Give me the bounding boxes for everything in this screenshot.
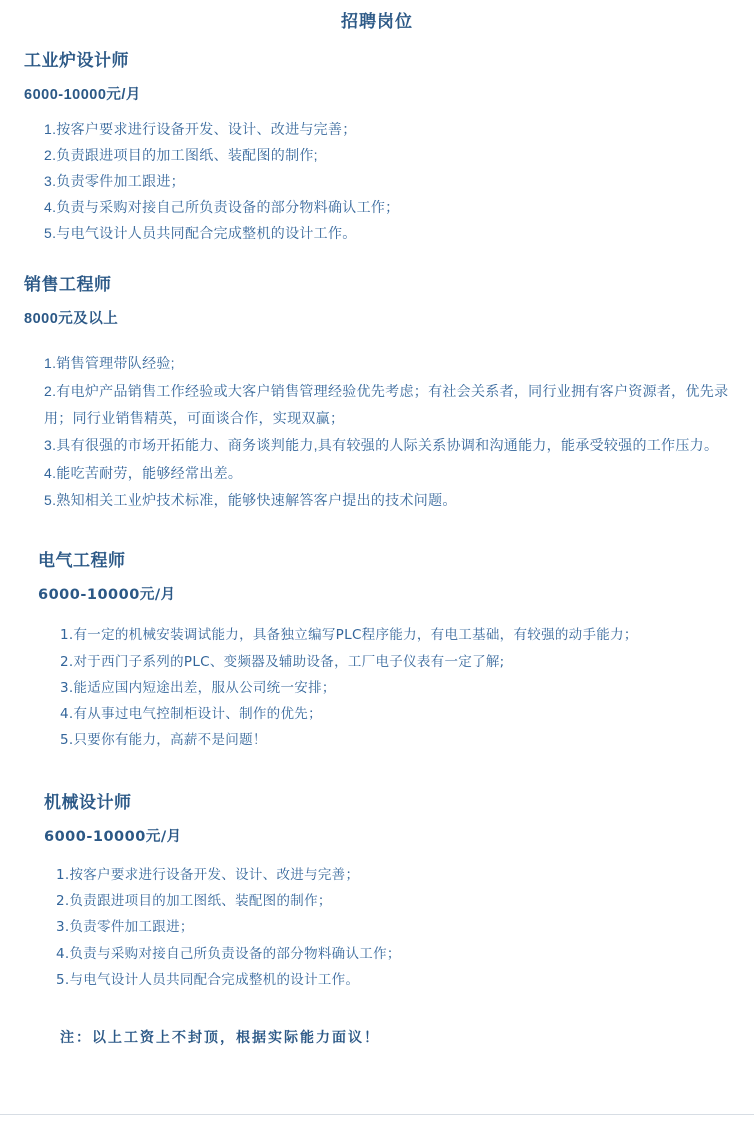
job-title: 电气工程师 xyxy=(38,551,126,571)
job-requirement-item: 3.具有很强的市场开拓能力、商务谈判能力,具有较强的人际关系协调和沟通能力，能承受较强的工作压力。 xyxy=(44,437,719,454)
job-requirement-item: 5.与电气设计人员共同配合完成整机的设计工作。 xyxy=(56,972,360,989)
job-salary: 8000元及以上 xyxy=(24,311,119,328)
job-requirement-item: 2.负责跟进项目的加工图纸、装配图的制作; xyxy=(44,146,318,163)
job-requirements xyxy=(18,117,736,246)
job-requirement-item: 5.熟知相关工业炉技术标准，能够快速解答客户提出的技术问题。 xyxy=(44,491,457,508)
bottom-divider xyxy=(0,1114,754,1115)
job-salary: 6000-10000元/月 xyxy=(44,828,182,845)
job-requirement-item: 4.负责与采购对接自己所负责设备的部分物料确认工作； xyxy=(44,198,400,215)
job-list xyxy=(0,46,754,1047)
footnote: 注：以上工资上不封顶，根据实际能力面议！ xyxy=(60,1030,380,1047)
job-posting xyxy=(18,46,736,246)
job-requirement-item: 2.有电炉产品销售工作经验或大客户销售管理经验优先考虑；有社会关系者，同行业拥有客户资源者，优先录用；同行业销售精英，可面谈合作，实现双赢； xyxy=(44,382,729,427)
job-requirement-item: 4.有从事过电气控制柜设计、制作的优先； xyxy=(60,706,322,723)
job-requirement-item: 1.有一定的机械安装调试能力，具备独立编写PLC程序能力，有电工基础，有较强的动手能力； xyxy=(60,627,638,644)
job-requirements xyxy=(18,350,736,514)
job-title: 工业炉设计师 xyxy=(24,51,129,70)
job-requirement-item: 3.能适应国内短途出差，服从公司统一安排； xyxy=(60,679,336,696)
job-requirement-item: 1.销售管理带队经验; xyxy=(44,355,175,372)
job-posting xyxy=(18,788,736,994)
job-posting xyxy=(18,270,736,514)
job-requirement-item: 5.只要你有能力，高薪不是问题！ xyxy=(60,732,267,749)
job-requirement-item: 5.与电气设计人员共同配合完成整机的设计工作。 xyxy=(44,224,357,241)
job-salary: 6000-10000元/月 xyxy=(38,587,176,604)
job-requirement-item: 4.负责与采购对接自己所负责设备的部分物料确认工作； xyxy=(56,945,401,962)
job-requirement-item: 4.能吃苦耐劳，能够经常出差。 xyxy=(44,464,243,481)
job-requirement-item: 3.负责零件加工跟进； xyxy=(44,172,185,189)
job-requirement-item: 2.负责跟进项目的加工图纸、装配图的制作； xyxy=(56,893,332,910)
job-title: 机械设计师 xyxy=(44,792,132,812)
page-title: 招聘岗位 xyxy=(341,12,413,31)
job-requirement-item: 3.负责零件加工跟进； xyxy=(56,919,194,936)
job-posting xyxy=(18,546,736,754)
job-salary: 6000-10000元/月 xyxy=(24,87,141,103)
job-requirement-item: 2.对于西门子系列的PLC、变频器及辅助设备，工厂电子仪表有一定了解; xyxy=(60,653,505,670)
job-requirements xyxy=(18,862,736,994)
job-requirement-item: 1.按客户要求进行设备开发、设计、改进与完善； xyxy=(56,866,360,883)
job-requirements xyxy=(18,622,736,754)
job-requirement-item: 1.按客户要求进行设备开发、设计、改进与完善； xyxy=(44,121,357,137)
job-title: 销售工程师 xyxy=(24,275,112,295)
